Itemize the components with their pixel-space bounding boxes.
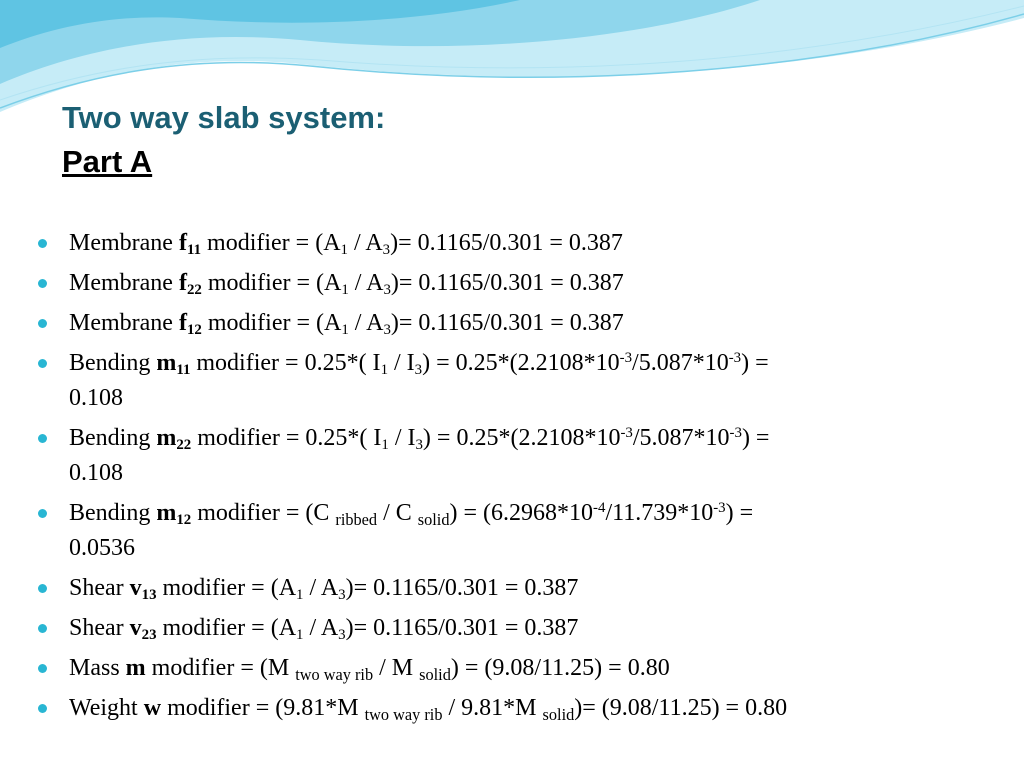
list-item: Weight w modifier = (9.81*M $_{two way rib}$ / 9.81*M $_{solid}$)= (9.08/11.25) = 0.80 <box>38 691 958 726</box>
bullet-icon <box>38 319 47 328</box>
slide-title-block <box>62 96 385 184</box>
list-item: Membrane $f_{12}$ modifier = $(A_1 / A_3)= 0.1165/0.301 = 0.387$ <box>38 306 958 341</box>
bullet-icon <box>38 584 47 593</box>
list-item: Bending $m_{22}$ modifier = 0.25*( $I_1 / I_3) = 0.25*(2.2108*10^{-3}/5.087*10^{-3})$ = 0.108 <box>38 421 958 491</box>
list-item: Shear $v_{13}$ modifier = $(A_1 / A_3)= 0.1165/0.301 = 0.387$ <box>38 571 958 606</box>
list-item: Membrane $f_{11}$ modifier = $(A_1 / A_3)= 0.1165/0.301 = 0.387$ <box>38 226 958 261</box>
list-item: Bending $m_{11}$ modifier = 0.25*( $I_1 / I_3) = 0.25*(2.2108*10^{-3}/5.087*10^{-3})$ = 0.108 <box>38 346 958 416</box>
bullet-icon <box>38 664 47 673</box>
bullet-icon <box>38 239 47 248</box>
list-item: Mass m modifier = (M $_{two way rib}$ / M $_{solid}$) = (9.08/11.25) = 0.80 <box>38 651 958 686</box>
bullet-icon <box>38 624 47 633</box>
slide-title: Two way slab system: <box>62 100 386 135</box>
bullet-icon <box>38 509 47 518</box>
bullet-icon <box>38 359 47 368</box>
bullet-icon <box>38 704 47 713</box>
list-item: Shear $v_{23}$ modifier = $(A_1 / A_3)= 0.1165/0.301 = 0.387$ <box>38 611 958 646</box>
list-item: Bending $m_{12}$ modifier = (C $_{ribbed}$ / C $_{solid}) = (6.2968*10^{-4}/11.739*10^{-3})$ = 0.0536 <box>38 496 958 566</box>
slide-subtitle: Part A <box>62 144 153 179</box>
list-item: Membrane $f_{22}$ modifier = $(A_1 / A_3)= 0.1165/0.301 = 0.387$ <box>38 266 958 301</box>
bullet-icon <box>38 434 47 443</box>
bullet-icon <box>38 279 47 288</box>
modifier-list <box>38 226 958 731</box>
